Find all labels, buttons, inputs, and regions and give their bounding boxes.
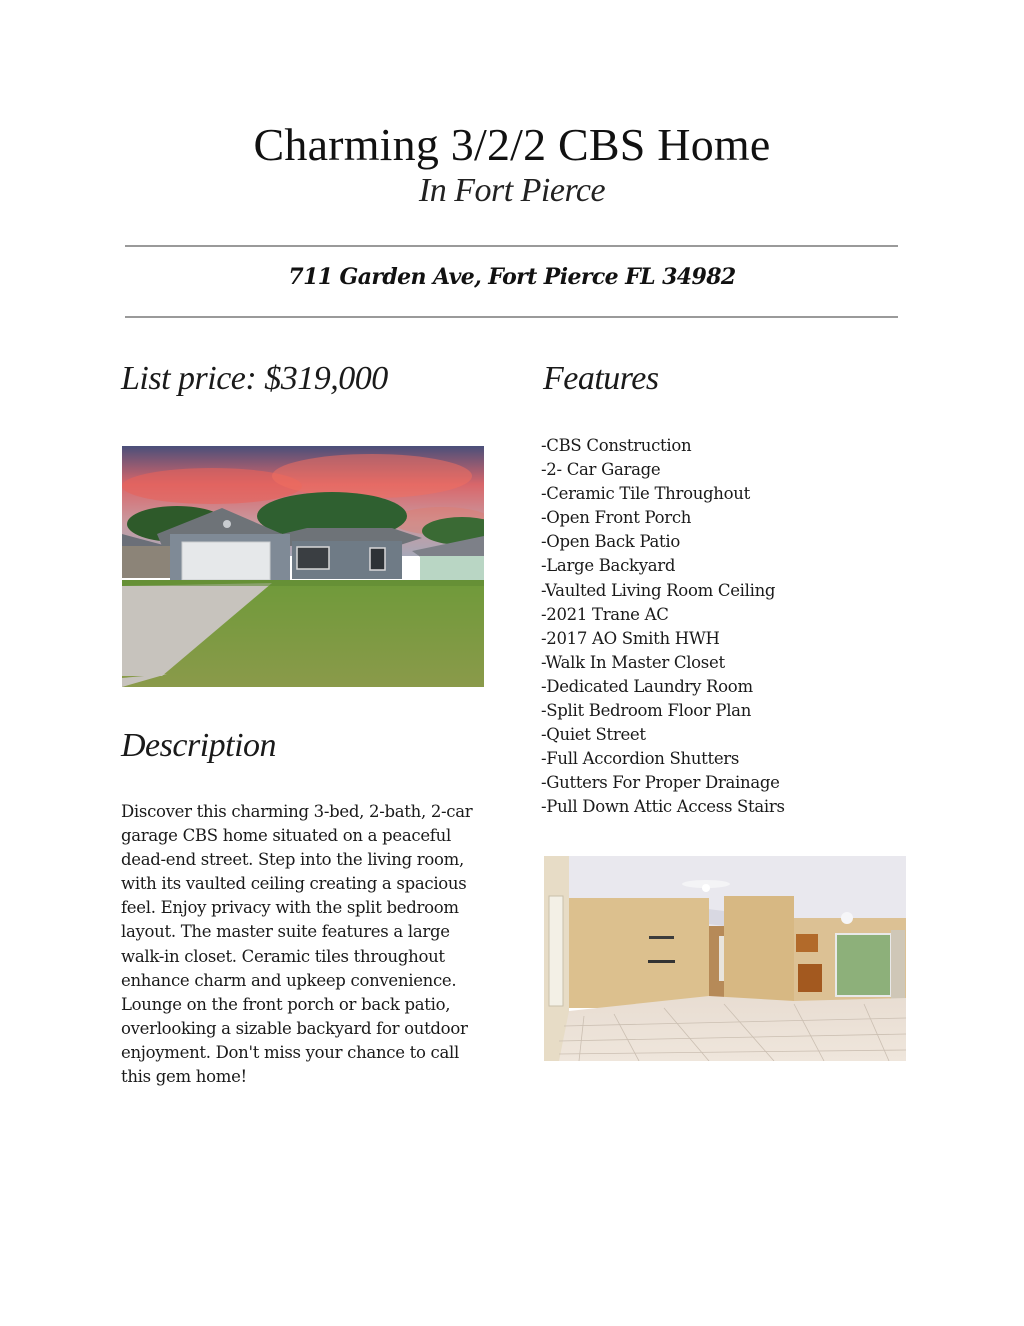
feature-item: -CBS Construction xyxy=(541,436,692,455)
description-heading: Description xyxy=(121,727,277,764)
feature-item: -Open Front Porch xyxy=(541,508,692,528)
feature-item: -Dedicated Laundry Room xyxy=(541,676,753,696)
property-address: 711 Garden Ave, Fort Pierce FL 34982 xyxy=(288,264,736,290)
feature-item: -2021 Trane AC xyxy=(541,604,669,624)
feature-item: -2- Car Garage xyxy=(541,460,661,480)
description-text: Discover this charming 3-bed, 2-bath, 2-car garage CBS home situated on a peaceful dead-end street. Step into the living room, with its vaulted ceiling creating a spacious feel. Enjoy privacy with the split bedroom layout. The master suite features a large walk-in closet. Ceramic tiles throughout enhance charm and upkeep convenience. Lounge on the front porch or back patio, overlooking a sizable backyard for outdoor enjoyment. Don't miss your chance to call this gem home! xyxy=(121,802,473,1087)
house-exterior-image-icon xyxy=(122,446,484,687)
list-price-heading: List price: $319,000 xyxy=(121,360,388,397)
feature-item: -Split Bedroom Floor Plan xyxy=(541,701,752,721)
features-heading: Features xyxy=(543,360,659,397)
feature-item: -Full Accordion Shutters xyxy=(541,749,740,769)
feature-item: -2017 AO Smith HWH xyxy=(541,628,720,648)
feature-item: -Large Backyard xyxy=(541,556,676,576)
feature-item: -Ceramic Tile Throughout xyxy=(541,484,750,504)
feature-item: -Walk In Master Closet xyxy=(541,652,725,672)
feature-item: -Gutters For Proper Drainage xyxy=(541,773,780,793)
feature-item: -Open Back Patio xyxy=(541,532,680,552)
feature-item: -Pull Down Attic Access Stairs xyxy=(541,797,785,817)
features-list xyxy=(541,434,785,820)
page-subtitle: In Fort Pierce xyxy=(418,172,606,209)
feature-item: -Quiet Street xyxy=(541,725,646,745)
interior-living-room-photo xyxy=(544,856,906,1061)
feature-item: -Vaulted Living Room Ceiling xyxy=(541,580,776,600)
divider-bottom xyxy=(125,316,898,318)
living-room-image-icon xyxy=(544,856,906,1061)
divider-top xyxy=(125,245,898,247)
page-title: Charming 3/2/2 CBS Home xyxy=(253,119,771,170)
exterior-house-photo xyxy=(122,446,484,687)
